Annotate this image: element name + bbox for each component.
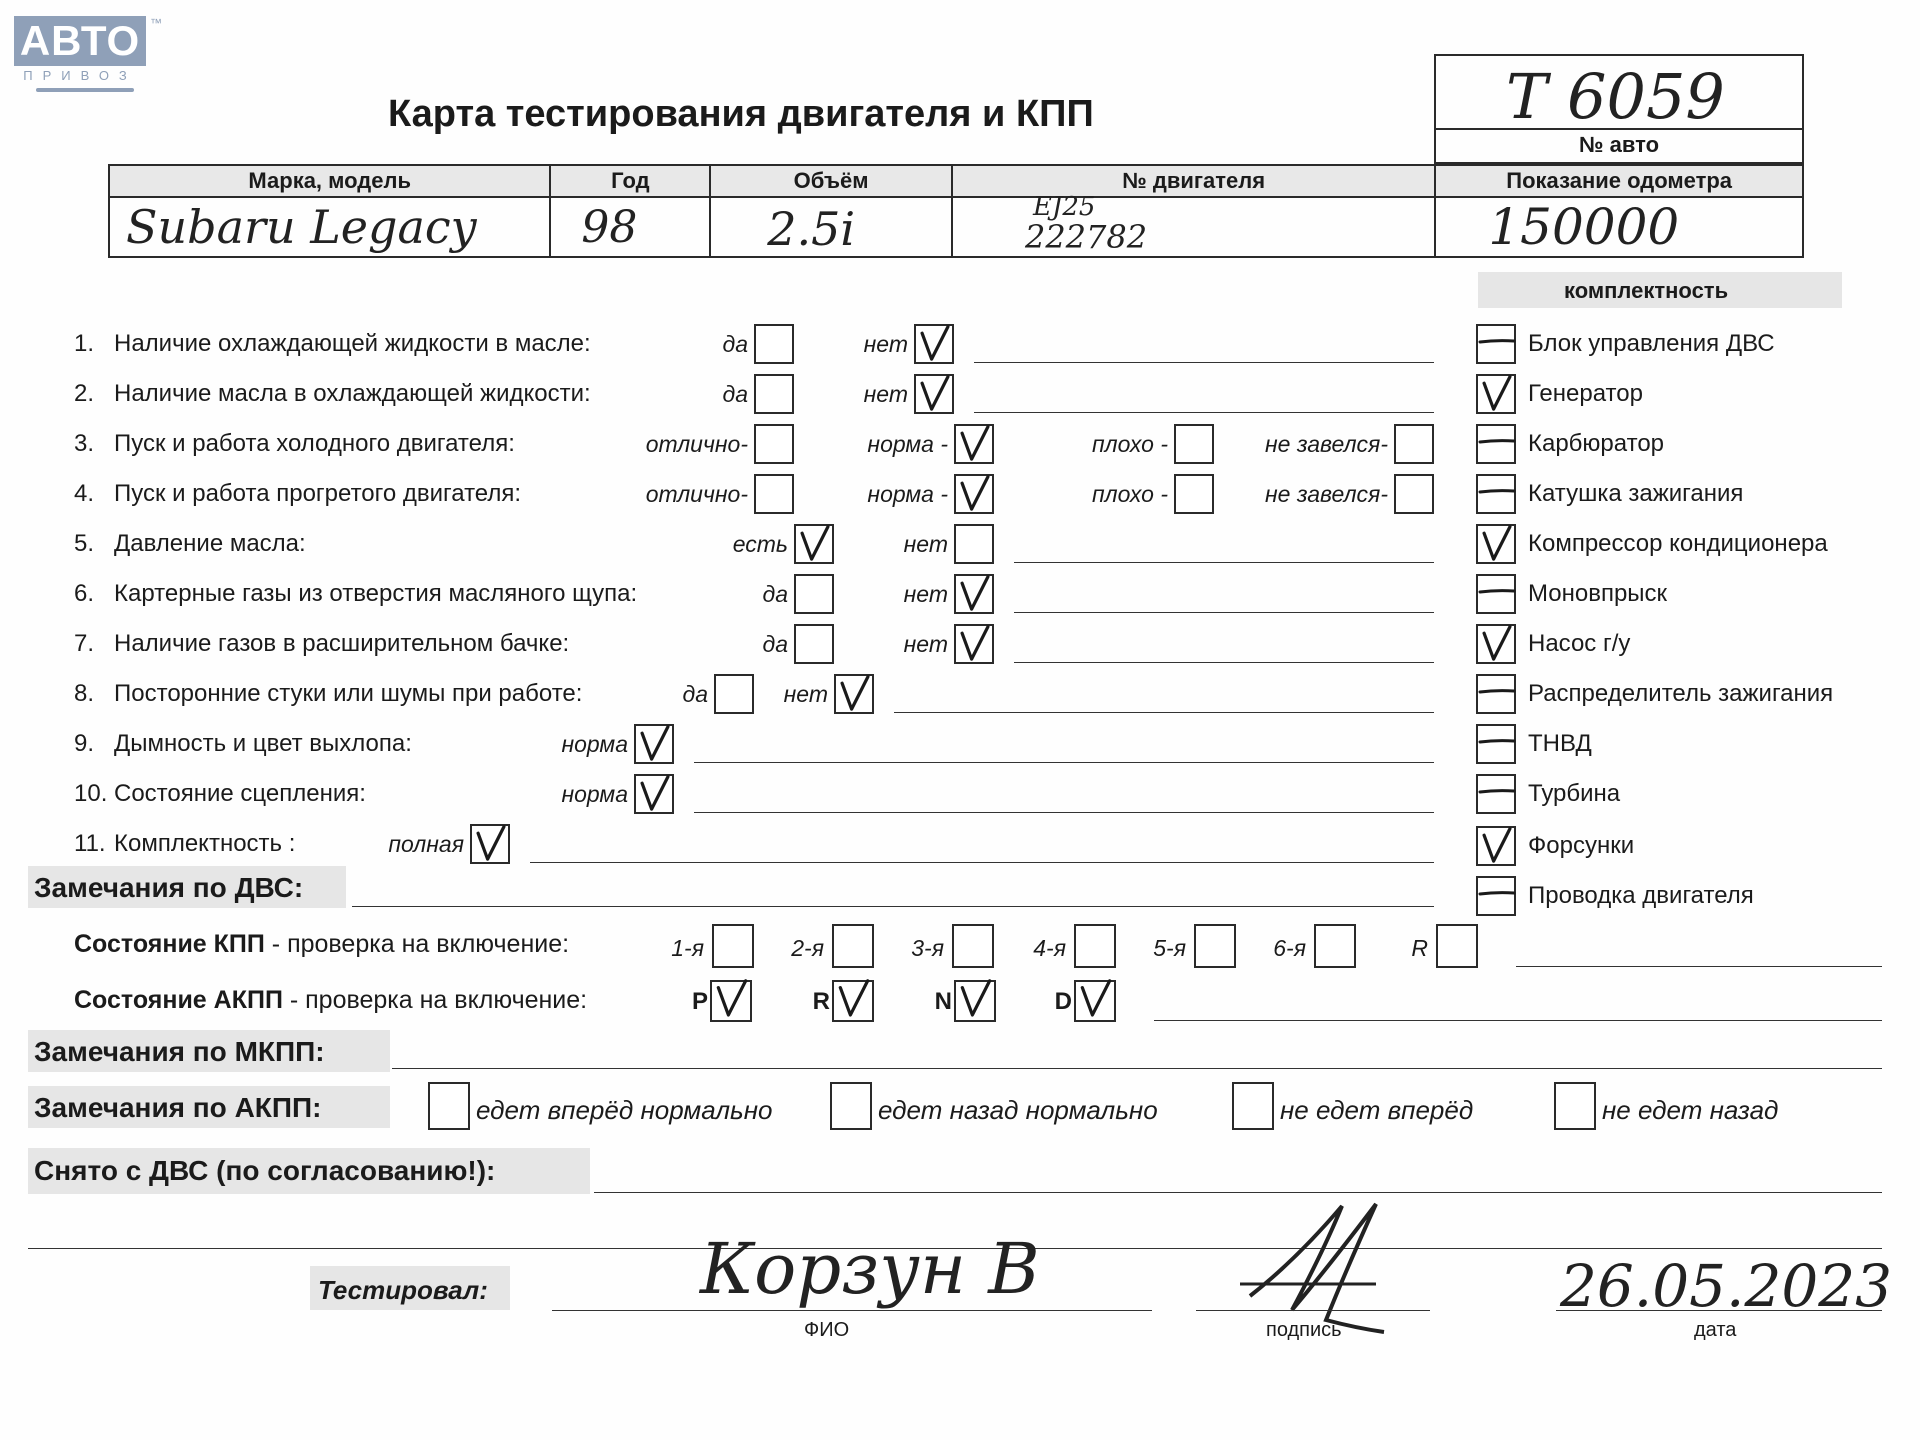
checklist-option-label: норма -	[867, 481, 948, 507]
gear-label: R	[1411, 935, 1428, 961]
checklist-checkbox[interactable]	[1394, 474, 1434, 514]
auto-remark-option: не едет назад	[1602, 1095, 1779, 1125]
checklist-question: Наличие охлаждающей жидкости в масле:	[114, 330, 591, 357]
checklist-checkbox[interactable]	[794, 624, 834, 664]
remarks-engine-line[interactable]	[352, 906, 1434, 907]
checklist-option-label: да	[722, 381, 748, 407]
gear-label: 4-я	[1033, 935, 1066, 961]
engine-number-value[interactable]: 222782	[1024, 218, 1148, 256]
dash-mark	[1476, 424, 1516, 464]
checklist-num: 10.	[74, 780, 108, 807]
model-value[interactable]: Subaru Legacy	[126, 200, 477, 254]
kit-item-label: Генератор	[1528, 380, 1643, 407]
checklist-note-line[interactable]	[530, 862, 1434, 863]
checklist-num: 5.	[74, 530, 95, 557]
auto-remark-checkbox[interactable]	[830, 1082, 872, 1130]
check-mark	[836, 980, 872, 1018]
gear-checkbox[interactable]	[1314, 924, 1356, 968]
checklist-note-line[interactable]	[694, 762, 1434, 763]
auto-remark-option: едет назад нормально	[878, 1095, 1158, 1125]
checklist-option-label: нет	[903, 531, 948, 557]
check-mark	[1480, 626, 1514, 662]
checklist-checkbox[interactable]	[754, 424, 794, 464]
remarks-auto-label: Замечания по АКПП:	[34, 1092, 322, 1123]
checklist-option-label: плохо -	[1092, 431, 1168, 457]
auto-mode-label: R	[812, 988, 830, 1015]
auto-mode-label: P	[691, 988, 708, 1015]
logo-tm: ™	[150, 16, 162, 30]
checklist-question: Давление масла:	[114, 530, 306, 557]
kit-item-label: ТНВД	[1528, 730, 1592, 757]
auto-mode-label: D	[1054, 988, 1072, 1015]
checklist-option-label: норма -	[867, 431, 948, 457]
checklist-note-line[interactable]	[1014, 662, 1434, 663]
kit-item-label: Проводка двигателя	[1528, 882, 1754, 909]
checklist-option-label: не завелся-	[1264, 431, 1388, 457]
checklist-option-label: нет	[783, 681, 828, 707]
checklist-checkbox[interactable]	[794, 574, 834, 614]
checklist-checkbox[interactable]	[754, 324, 794, 364]
col-volume-header: Объём	[710, 165, 952, 197]
auto-remark-option: не едет вперёд	[1280, 1095, 1474, 1125]
checklist-note-line[interactable]	[1014, 562, 1434, 563]
kit-item-label: Распределитель зажигания	[1528, 680, 1834, 707]
check-mark	[958, 980, 994, 1018]
odometer-value[interactable]: 150000	[1488, 198, 1680, 256]
checklist-option-label: норма	[561, 731, 628, 757]
logo-sub: ПРИВОЗ	[23, 68, 137, 83]
checklist-option-label: да	[762, 581, 788, 607]
checklist-checkbox[interactable]	[714, 674, 754, 714]
dash-mark	[1476, 574, 1516, 614]
year-value[interactable]: 98	[581, 202, 638, 253]
gear-label: 1-я	[671, 935, 704, 961]
check-mark	[474, 826, 508, 862]
gear-checkbox[interactable]	[712, 924, 754, 968]
checklist-question: Дымность и цвет выхлопа:	[114, 730, 412, 757]
checklist-option-label: плохо -	[1092, 481, 1168, 507]
check-mark	[918, 376, 952, 412]
checklist-num: 11.	[74, 830, 106, 857]
manual-gearbox-label: Состояние КПП - проверка на включение:	[74, 930, 570, 958]
col-year-header: Год	[550, 165, 710, 197]
gear-checkbox[interactable]	[1074, 924, 1116, 968]
removed-line[interactable]	[594, 1192, 1882, 1193]
checklist-question: Пуск и работа прогретого двигателя:	[114, 480, 522, 507]
gear-label: 3-я	[911, 935, 944, 961]
col-engine-header: № двигателя	[952, 165, 1435, 197]
dash-mark	[1476, 876, 1516, 916]
checklist-num: 8.	[74, 680, 95, 707]
tested-label: Тестировал:	[318, 1275, 488, 1305]
checklist-checkbox[interactable]	[1174, 424, 1214, 464]
gear-checkbox[interactable]	[832, 924, 874, 968]
vehicle-info-table	[108, 164, 1804, 258]
checklist-checkbox[interactable]	[1394, 424, 1434, 464]
checklist-option-label: норма	[561, 781, 628, 807]
checklist-num: 3.	[74, 430, 95, 457]
checklist-option-label: да	[682, 681, 708, 707]
auto-remark-checkbox[interactable]	[1232, 1082, 1274, 1130]
checklist-option-label: отлично-	[645, 431, 748, 457]
checklist-option-label: не завелся-	[1264, 481, 1388, 507]
gear-checkbox[interactable]	[952, 924, 994, 968]
checklist-option-label: да	[722, 331, 748, 357]
auto-number-value[interactable]: Т 6059	[1506, 60, 1725, 133]
check-mark	[958, 426, 992, 462]
check-mark	[638, 726, 672, 762]
kit-item-label: Карбюратор	[1528, 430, 1665, 457]
gear-label: 5-я	[1153, 935, 1186, 961]
auto-remark-checkbox[interactable]	[428, 1082, 470, 1130]
check-mark	[958, 476, 992, 512]
dash-mark	[1476, 674, 1516, 714]
auto-remark-checkbox[interactable]	[1554, 1082, 1596, 1130]
check-mark	[958, 626, 992, 662]
checklist-checkbox[interactable]	[754, 374, 794, 414]
kit-item-label: Катушка зажигания	[1528, 480, 1744, 507]
checklist-option-label: отлично-	[645, 481, 748, 507]
name-caption: ФИО	[804, 1319, 850, 1341]
checklist-checkbox[interactable]	[1174, 474, 1214, 514]
checklist-question: Пуск и работа холодного двигателя:	[114, 430, 515, 457]
checklist-note-line[interactable]	[974, 412, 1434, 413]
gear-label: 2-я	[791, 935, 824, 961]
remarks-manual-label: Замечания по МКПП:	[34, 1036, 325, 1067]
tester-name[interactable]: Корзун В	[700, 1228, 1040, 1310]
gear-checkbox[interactable]	[1194, 924, 1236, 968]
check-mark	[1078, 980, 1114, 1018]
kit-item-label: Моновпрыск	[1528, 580, 1668, 607]
date-caption: дата	[1694, 1319, 1737, 1341]
kit-item-label: Насос г/у	[1528, 630, 1631, 657]
test-date[interactable]: 26.05.2023	[1560, 1252, 1893, 1320]
checklist-note-line[interactable]	[694, 812, 1434, 813]
checklist-checkbox[interactable]	[754, 474, 794, 514]
checklist-note-line[interactable]	[1014, 612, 1434, 613]
kit-item-label: Турбина	[1528, 780, 1621, 807]
checklist-note-line[interactable]	[894, 712, 1434, 713]
checklist-question: Картерные газы из отверстия масляного щупа:	[114, 580, 638, 607]
check-mark	[1480, 526, 1514, 562]
auto-number-label: № авто	[1578, 132, 1660, 157]
checklist-question: Наличие масла в охлаждающей жидкости:	[114, 380, 591, 407]
kit-item-label: Блок управления ДВС	[1528, 330, 1775, 357]
checklist-num: 6.	[74, 580, 95, 607]
dash-mark	[1476, 474, 1516, 514]
check-mark	[958, 576, 992, 612]
kit-item-label: Форсунки	[1528, 832, 1635, 859]
col-odometer-header: Показание одометра	[1435, 165, 1803, 197]
kit-item-label: Компрессор кондиционера	[1528, 530, 1828, 557]
check-mark	[638, 776, 672, 812]
checklist-option-label: нет	[903, 581, 948, 607]
check-mark	[918, 326, 952, 362]
remarks-engine-label: Замечания по ДВС:	[34, 872, 304, 903]
auto-mode-label: N	[934, 988, 952, 1015]
checklist-question: Состояние сцепления:	[114, 780, 366, 807]
signature-caption: подпись	[1266, 1319, 1342, 1341]
engine-model-value[interactable]: EJ25	[1032, 192, 1096, 222]
kit-title: комплектность	[1564, 278, 1729, 303]
checklist-option-label: полная	[388, 831, 464, 857]
dash-mark	[1476, 724, 1516, 764]
checklist-option-label: нет	[863, 331, 908, 357]
checklist-checkbox[interactable]	[954, 524, 994, 564]
auto-gearbox-label: Состояние АКПП - проверка на включение:	[74, 986, 588, 1014]
checklist-question: Посторонние стуки или шумы при работе:	[114, 680, 583, 707]
dash-mark	[1476, 324, 1516, 364]
page-title: Карта тестирования двигателя и КПП	[388, 93, 1094, 135]
check-mark	[838, 676, 872, 712]
remarks-manual-line[interactable]	[392, 1068, 1882, 1069]
checklist-num: 9.	[74, 730, 95, 757]
check-mark	[798, 526, 832, 562]
check-mark	[714, 980, 750, 1018]
checklist-question: Комплектность :	[114, 830, 296, 857]
checklist-option-label: нет	[903, 631, 948, 657]
check-mark	[1480, 376, 1514, 412]
checklist-option-label: да	[762, 631, 788, 657]
logo-main: АВТО	[14, 16, 146, 66]
checklist-num: 1.	[74, 330, 95, 357]
col-model-header: Марка, модель	[109, 165, 550, 197]
checklist-note-line[interactable]	[974, 362, 1434, 363]
checklist-num: 2.	[74, 380, 95, 407]
checklist-num: 7.	[74, 630, 95, 657]
gear-checkbox[interactable]	[1436, 924, 1478, 968]
checklist-question: Наличие газов в расширительном бачке:	[114, 630, 570, 657]
logo	[14, 16, 164, 96]
dash-mark	[1476, 774, 1516, 814]
gear-label: 6-я	[1273, 935, 1306, 961]
checklist-num: 4.	[74, 480, 95, 507]
checklist-option-label: нет	[863, 381, 908, 407]
check-mark	[1480, 828, 1514, 864]
removed-label: Снято с ДВС (по согласованию!):	[34, 1155, 496, 1186]
auto-remark-option: едет вперёд нормально	[476, 1095, 773, 1125]
auto-number-box	[1434, 54, 1804, 164]
checklist-option-label: есть	[732, 531, 788, 557]
volume-value[interactable]: 2.5i	[767, 202, 856, 256]
